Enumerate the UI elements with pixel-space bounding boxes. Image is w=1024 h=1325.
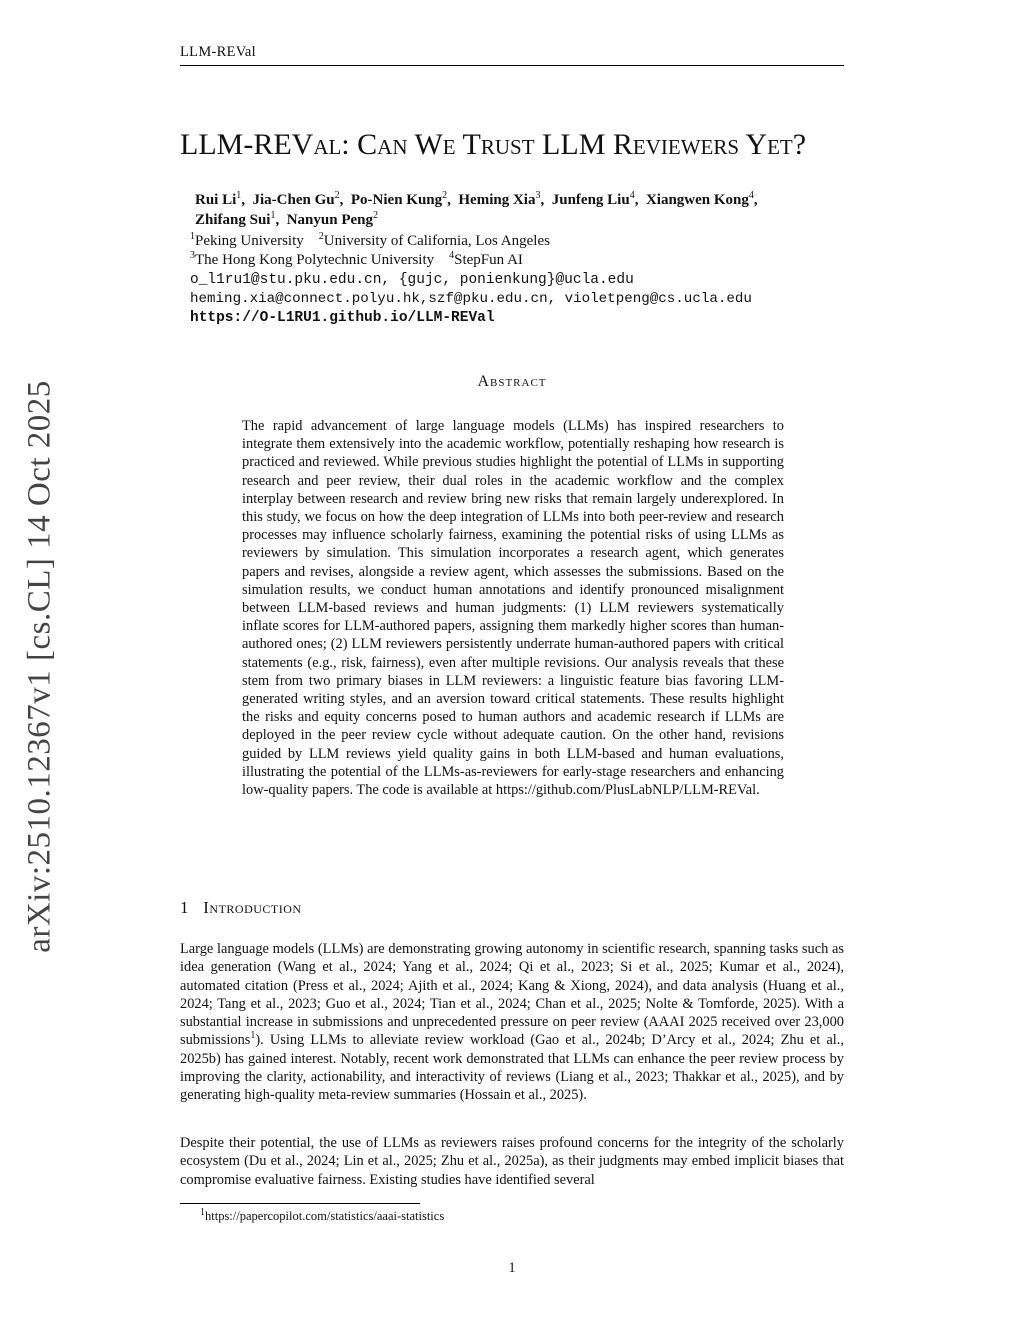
author: Po-Nien Kung$^2$: [350, 190, 448, 208]
emails-line-1: o_l1ru1@stu.pku.edu.cn, {gujc, ponienkung}@ucla.edu: [190, 272, 634, 288]
section-number: 1: [180, 898, 189, 917]
arxiv-id: arXiv:2510.12367v1 [cs.CL] 14 Oct 2025: [21, 380, 58, 953]
affiliation-line-2: $^3$The Hong Kong Polytechnic University $^4$StepFun AI: [190, 250, 523, 268]
author: Zhifang Sui$^1$: [195, 210, 276, 228]
author: Junfeng Liu$^4$: [551, 190, 635, 208]
abstract-body: The rapid advancement of large language models (LLMs) has inspired researchers to integrate them extensively into the academic workflow, potentially reshaping how research is practiced and reviewed. While previous studies highlight the potential of LLMs in supporting research and peer review, their dual roles in the academic workflow and the complex interplay between research and review bring new risks that remain largely underexplored. In this study, we focus on how the deep integration of LLMs into both peer-review and research processes may influence scholarly fairness, examining the potential risks of using LLMs as reviewers by simulation. This simulation incorporates a research agent, which generates papers and revises, alongside a review agent, which assesses the submissions. Based on the simulation results, we conduct human annotations and identify pronounced misalignment between LLM-based reviews and human judgments: (1) LLM reviewers systematically inflate scores for LLM-authored papers, assigning them markedly higher scores than human-authored ones; (2) LLM reviewers persistently underrate human-authored papers with critical statements (e.g., risk, fairness), even after multiple revisions. Our analysis reveals that these stem from two primary biases in LLM reviewers: a linguistic feature bias favoring LLM-generated writing styles, and an aversion toward critical statements. These results highlight the risks and equity concerns posed to human authors and academic research if LLMs are deployed in the peer review cycle without adequate caution. On the other hand, revisions guided by LLM reviews yield quality gains in both LLM-based and human evaluations, illustrating the potential of the LLMs-as-reviewers for early-stage researchers and enhancing low-quality papers. The code is available at https://github.com/PlusLabNLP/LLM-REVal.: [242, 418, 784, 799]
project-url-link[interactable]: https://O-L1RU1.github.io/LLM-REVal: [190, 310, 495, 326]
footnote-link[interactable]: https://papercopilot.com/statistics/aaai-statistics: [205, 1209, 445, 1223]
footnote: $^1$https://papercopilot.com/statistics/aaai-statistics: [200, 1206, 445, 1223]
author-line-2: Zhifang Sui$^1$, Nanyun Peng$^2$: [195, 210, 378, 228]
running-title: LLM-REVal: [180, 44, 256, 60]
affiliation-line-1: $^1$Peking University $^2$University of California, Los Angeles: [190, 231, 550, 249]
footnote-rule: [180, 1203, 420, 1204]
running-header: [180, 44, 844, 66]
author: Xiangwen Kong$^4$: [645, 190, 754, 208]
footnote-marker: 1: [250, 1030, 256, 1042]
author: Heming Xia$^3$: [458, 190, 541, 208]
author: Rui Li$^1$: [195, 190, 242, 208]
arxiv-sidebar-stamp: [22, 372, 59, 962]
author-line-1: Rui Li$^1$, Jia-Chen Gu$^2$, Po-Nien Kung$^2$, Heming Xia$^3$, Junfeng Liu$^4$, Xiangwen Kong$^4$,: [195, 190, 758, 208]
intro-paragraph-2: Despite their potential, the use of LLMs as reviewers raises profound concerns for the integrity of the scholarly ecosystem (Du et al., 2024; Lin et al., 2025; Zhu et al., 2025a), as their judgments may embed implicit biases that compromise evaluative fairness. Existing studies have identified several: [180, 1135, 844, 1188]
section-heading-introduction: [180, 898, 580, 918]
author-list: [195, 190, 855, 230]
section-title: Introduction: [203, 898, 302, 917]
intro-paragraph-1: Large language models (LLMs) are demonstrating growing autonomy in scientific research, spanning tasks such as idea generation (Wang et al., 2024; Yang et al., 2024; Qi et al., 2023; Si et al., 2025; Kumar et al., 2024), automated citation (Press et al., 2024; Ajith et al., 2024; Kang & Xiong, 2024), and data analysis (Huang et al., 2024; Tang et al., 2023; Guo et al., 2024; Tian et al., 2024; Chan et al., 2025; Nolte & Tomforde, 2025). With a substantial increase in submissions and unprecedented pressure on peer review (AAAI 2025 received over 23,000 submissions$^1$). Using LLMs to alleviate review workload (Gao et al., 2024b; D’Arcy et al., 2024; Zhu et al., 2025b) has gained interest. Notably, recent work demonstrated that LLMs can enhance the peer review process by improving the clarity, actionability, and interactivity of reviews (Liang et al., 2023; Thakkar et al., 2025), and by generating high-quality meta-review summaries (Hossain et al., 2025).: [180, 941, 844, 1104]
author: Jia-Chen Gu$^2$: [252, 190, 340, 208]
abstract-heading: Abstract: [477, 373, 547, 390]
emails-line-2: heming.xia@connect.polyu.hk,szf@pku.edu.cn, violetpeng@cs.ucla.edu: [190, 291, 752, 307]
page-number: 1: [508, 1260, 516, 1276]
author: Nanyun Peng$^2$: [286, 210, 378, 228]
paper-title: LLM-REVal: Can We Trust LLM Reviewers Yet?: [180, 128, 807, 161]
